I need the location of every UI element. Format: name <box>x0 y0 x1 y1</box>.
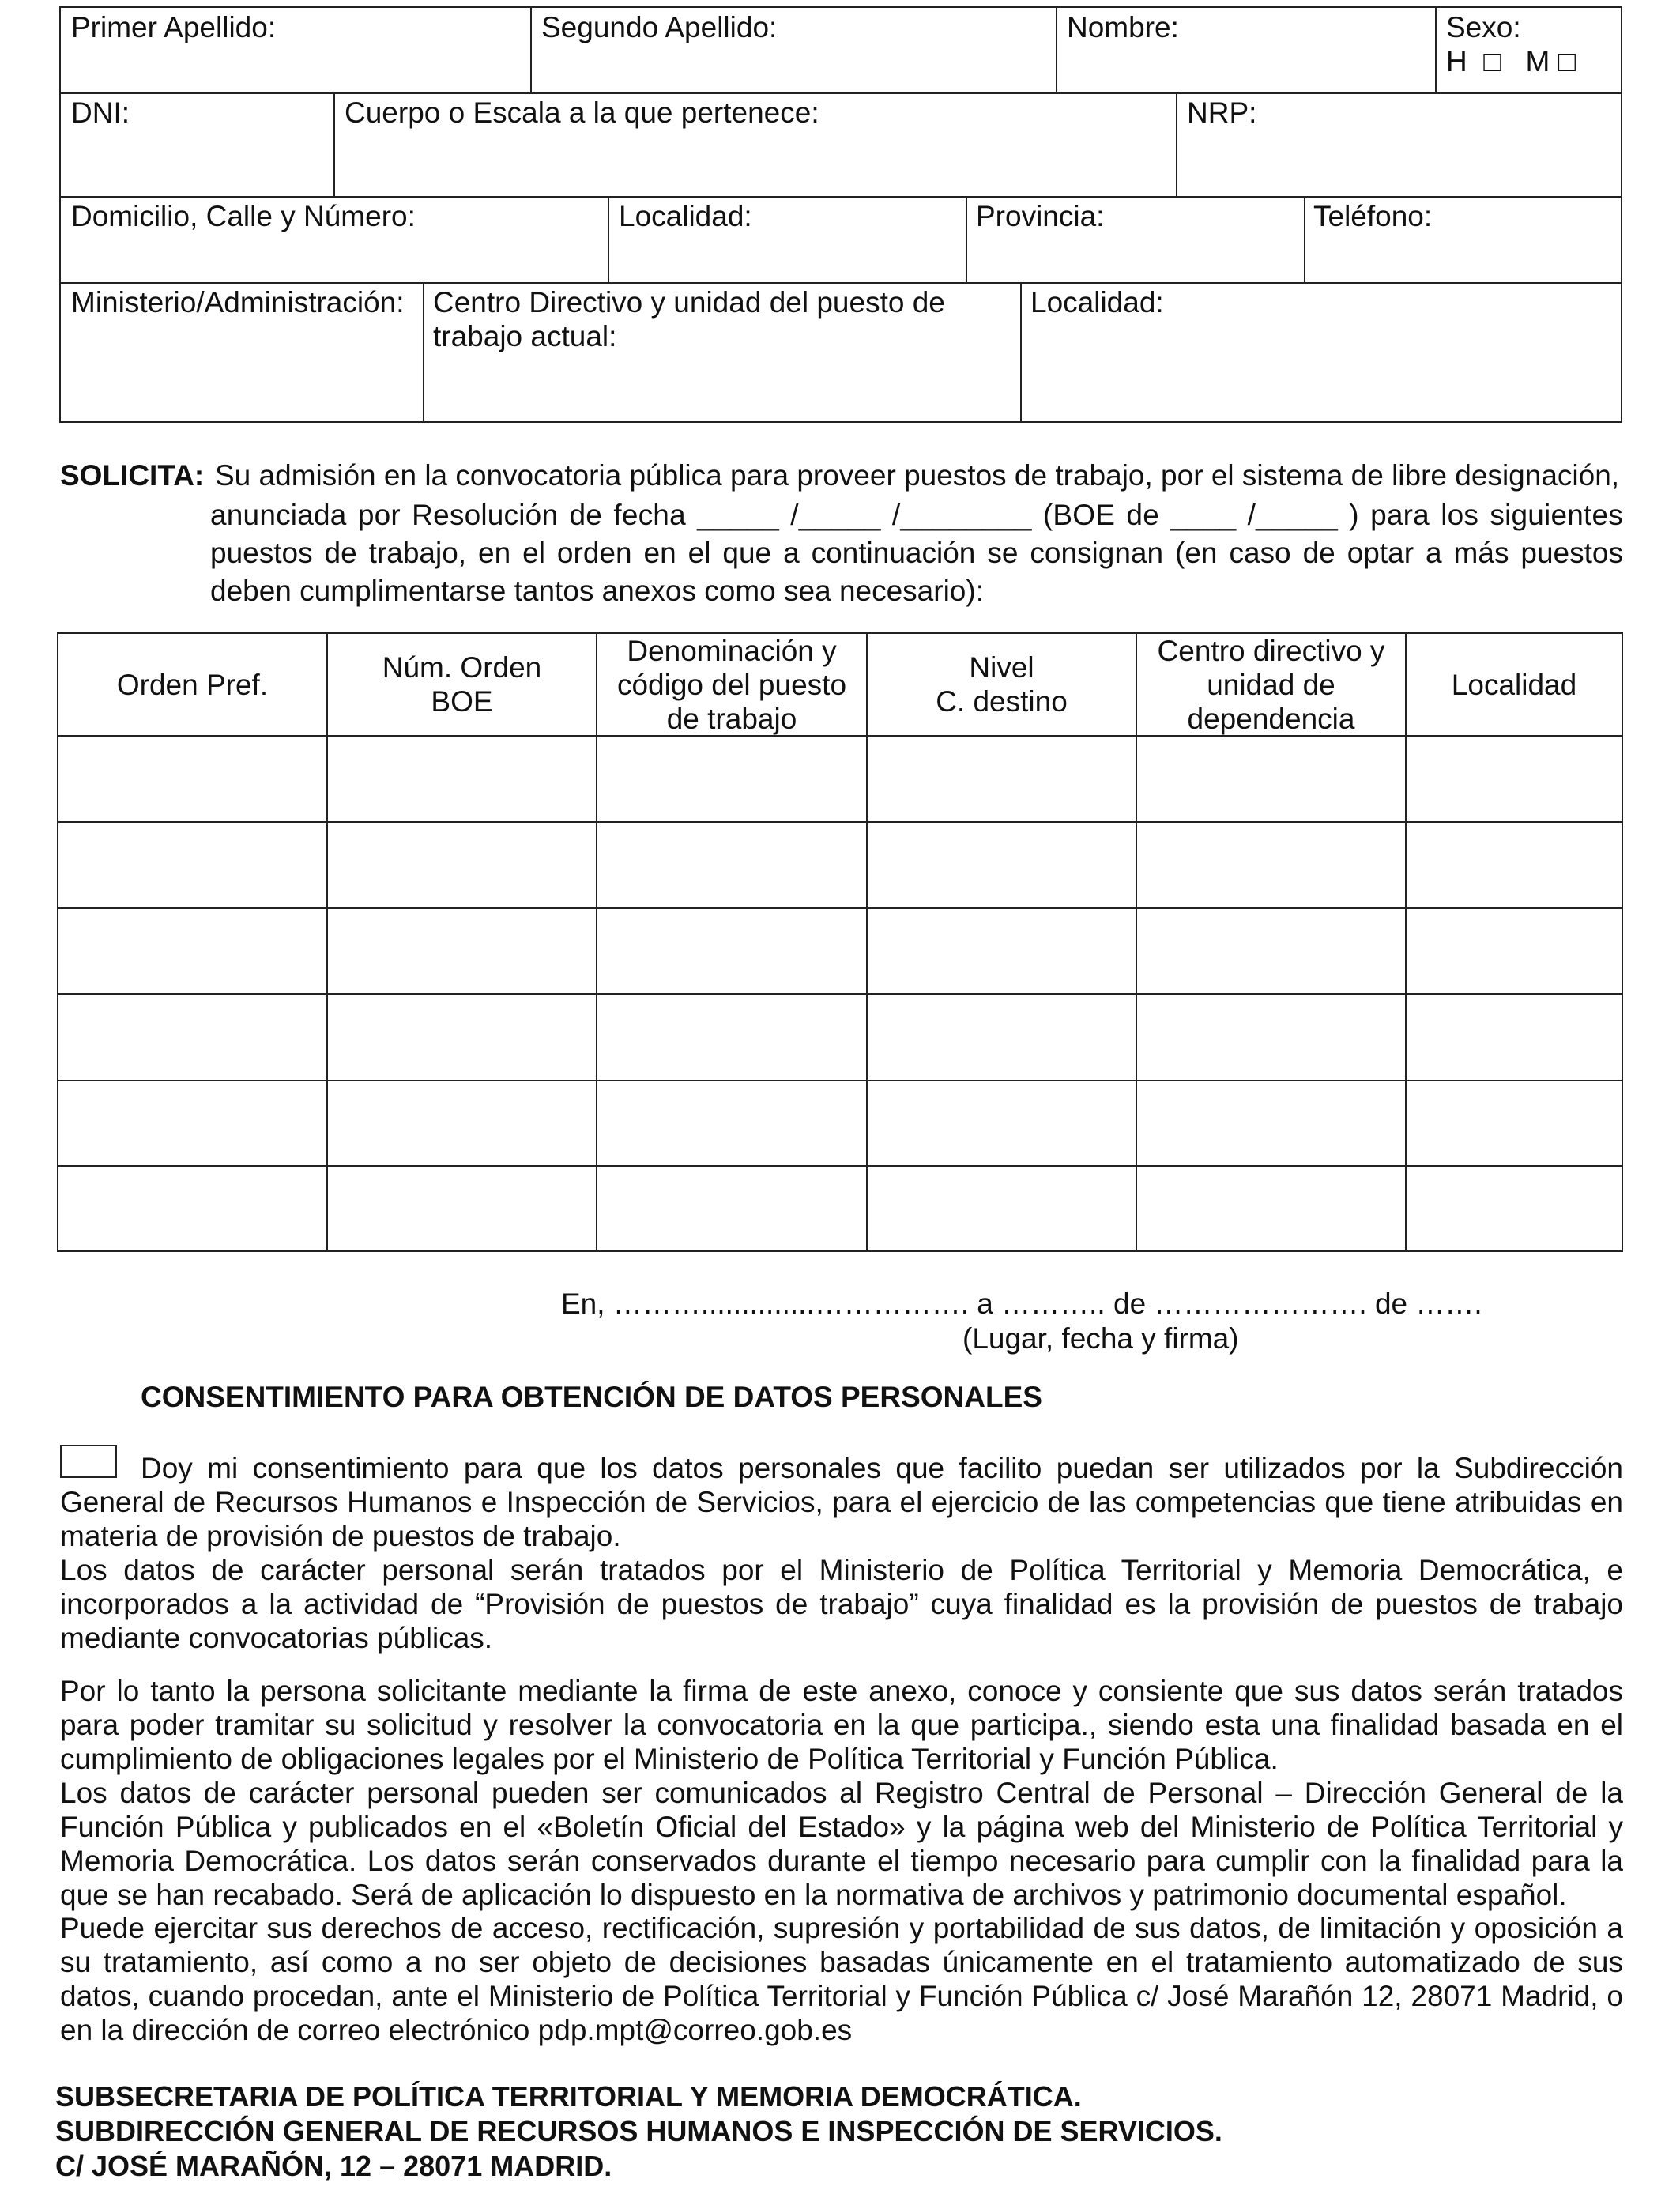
solicita-text-line2: anunciada por Resolución de fecha _____ /_____ /________ (BOE de ____ /_____ ) para los siguientes <box>210 499 1623 531</box>
nrp-label: NRP: <box>1187 96 1257 129</box>
footer-line-3: C/ JOSÉ MARAÑÓN, 12 – 28071 MADRID. <box>55 2150 612 2182</box>
col-header-centro-directivo-text: Centro directivo y unidad de dependencia <box>1157 634 1385 735</box>
localidad-label: Localidad: <box>619 200 752 232</box>
signature-line: En, ………..............……………. a ……….. de …………………. de ……. <box>561 1287 1482 1320</box>
col-header-nivel-text: Nivel C. destino <box>936 651 1068 718</box>
table-row[interactable] <box>58 995 1622 1080</box>
col-header-orden-pref-text: Orden Pref. <box>116 668 269 701</box>
sexo-checkboxes[interactable]: H □ M □ <box>1446 45 1576 77</box>
form-col-divider <box>1435 6 1437 93</box>
col-header-localidad <box>1407 634 1622 735</box>
col-header-orden-pref <box>58 634 326 735</box>
footer-line-2: SUBDIRECCIÓN GENERAL DE RECURSOS HUMANOS E INSPECCIÓN DE SERVICIOS. <box>55 2115 1222 2147</box>
footer-line-1: SUBSECRETARIA DE POLÍTICA TERRITORIAL Y MEMORIA DEMOCRÁTICA. <box>55 2080 1082 2113</box>
table-row[interactable] <box>58 737 1622 821</box>
centro-directivo-label-line2: trabajo actual: <box>433 320 617 352</box>
consent-title: CONSENTIMIENTO PARA OBTENCIÓN DE DATOS PERSONALES <box>141 1381 1042 1413</box>
consent-paragraph-2: Los datos de carácter personal serán tratados por el Ministerio de Política Territorial y Memoria Democrática, e incorporados a la actividad de “Provisión de puestos de trabajo” cuya finalidad es la provisión de puestos de trabajo mediante convocatorias públicas. <box>60 1554 1623 1654</box>
solicita-text-line1: Su admisión en la convocatoria pública para proveer puestos de trabajo, por el sistema de libre designación, <box>215 459 1620 492</box>
col-header-nivel <box>868 634 1136 735</box>
col-header-num-orden-boe-text: Núm. Orden BOE <box>382 651 542 718</box>
col-header-denominacion <box>597 634 866 735</box>
centro-directivo-label-line1: Centro Directivo y unidad del puesto de <box>433 286 945 319</box>
col-header-centro-directivo <box>1137 634 1405 735</box>
solicita-text-line4: deben cumplimentarse tantos anexos como sea necesario): <box>210 575 984 607</box>
signature-caption: (Lugar, fecha y firma) <box>962 1322 1239 1355</box>
table-row[interactable] <box>58 1081 1622 1165</box>
sexo-label: Sexo: <box>1446 11 1521 43</box>
primer-apellido-label: Primer Apellido: <box>71 11 277 43</box>
table-row[interactable] <box>58 909 1622 993</box>
nombre-label: Nombre: <box>1067 11 1179 43</box>
solicita-label: SOLICITA: <box>60 459 205 492</box>
ministerio-label: Ministerio/Administración: <box>71 286 405 319</box>
consent-paragraph-3: Por lo tanto la persona solicitante mediante la firma de este anexo, conoce y consiente que sus datos serán tratados para poder tramitar su solicitud y resolver la convocatoria en la que participa., siendo esta una finalidad basada en el cumplimiento de obligaciones legales por el Ministerio de Política Territorial y Función Pública. <box>60 1675 1623 1775</box>
localidad-actual-label: Localidad: <box>1030 286 1164 319</box>
domicilio-label: Domicilio, Calle y Número: <box>71 200 416 232</box>
col-header-num-orden-boe <box>328 634 596 735</box>
table-row[interactable] <box>58 1167 1622 1250</box>
table-row[interactable] <box>58 823 1622 907</box>
col-header-localidad-text: Localidad <box>1451 668 1577 701</box>
col-header-denominacion-text: Denominación y código del puesto de trabajo <box>616 634 847 735</box>
consent-paragraph-4: Los datos de carácter personal pueden ser comunicados al Registro Central de Personal – Dirección General de la Función Pública y publicados en el «Boletín Oficial del Estado» y la página web del Ministerio de Política Territorial y Memoria Democrática. Los datos serán conservados durante el tiempo necesario para cumplir con la finalidad para la que se han recabado. Será de aplicación lo dispuesto en la normativa de archivos y patrimonio documental español. <box>60 1777 1623 1911</box>
consent-paragraph-1: Doy mi consentimiento para que los datos personales que facilito puedan ser utilizados por la Subdirección General de Recursos Humanos e Inspección de Servicios, para el ejercicio de las competencias que tiene atribuidas en materia de provisión de puestos de trabajo. <box>60 1452 1623 1552</box>
cuerpo-label: Cuerpo o Escala a la que pertenece: <box>345 96 819 129</box>
consent-paragraph-5: Puede ejercitar sus derechos de acceso, rectificación, supresión y portabilidad de sus datos, de limitación y oposición a su tratamiento, así como a no ser objeto de decisiones basadas únicamente en el tratamiento automatizado de sus datos, cuando procedan, ante el Ministerio de Política Territorial y Función Pública c/ José Marañón 12, 28071 Madrid, o en la dirección de correo electrónico pdp.mpt@correo.gob.es <box>60 1912 1623 2046</box>
telefono-label: Teléfono: <box>1313 200 1433 232</box>
solicita-text-line3: puestos de trabajo, en el orden en el que a continuación se consignan (en caso de optar a más puestos <box>210 537 1623 569</box>
provincia-label: Provincia: <box>976 200 1105 232</box>
dni-label: DNI: <box>71 96 130 129</box>
segundo-apellido-label: Segundo Apellido: <box>541 11 778 43</box>
